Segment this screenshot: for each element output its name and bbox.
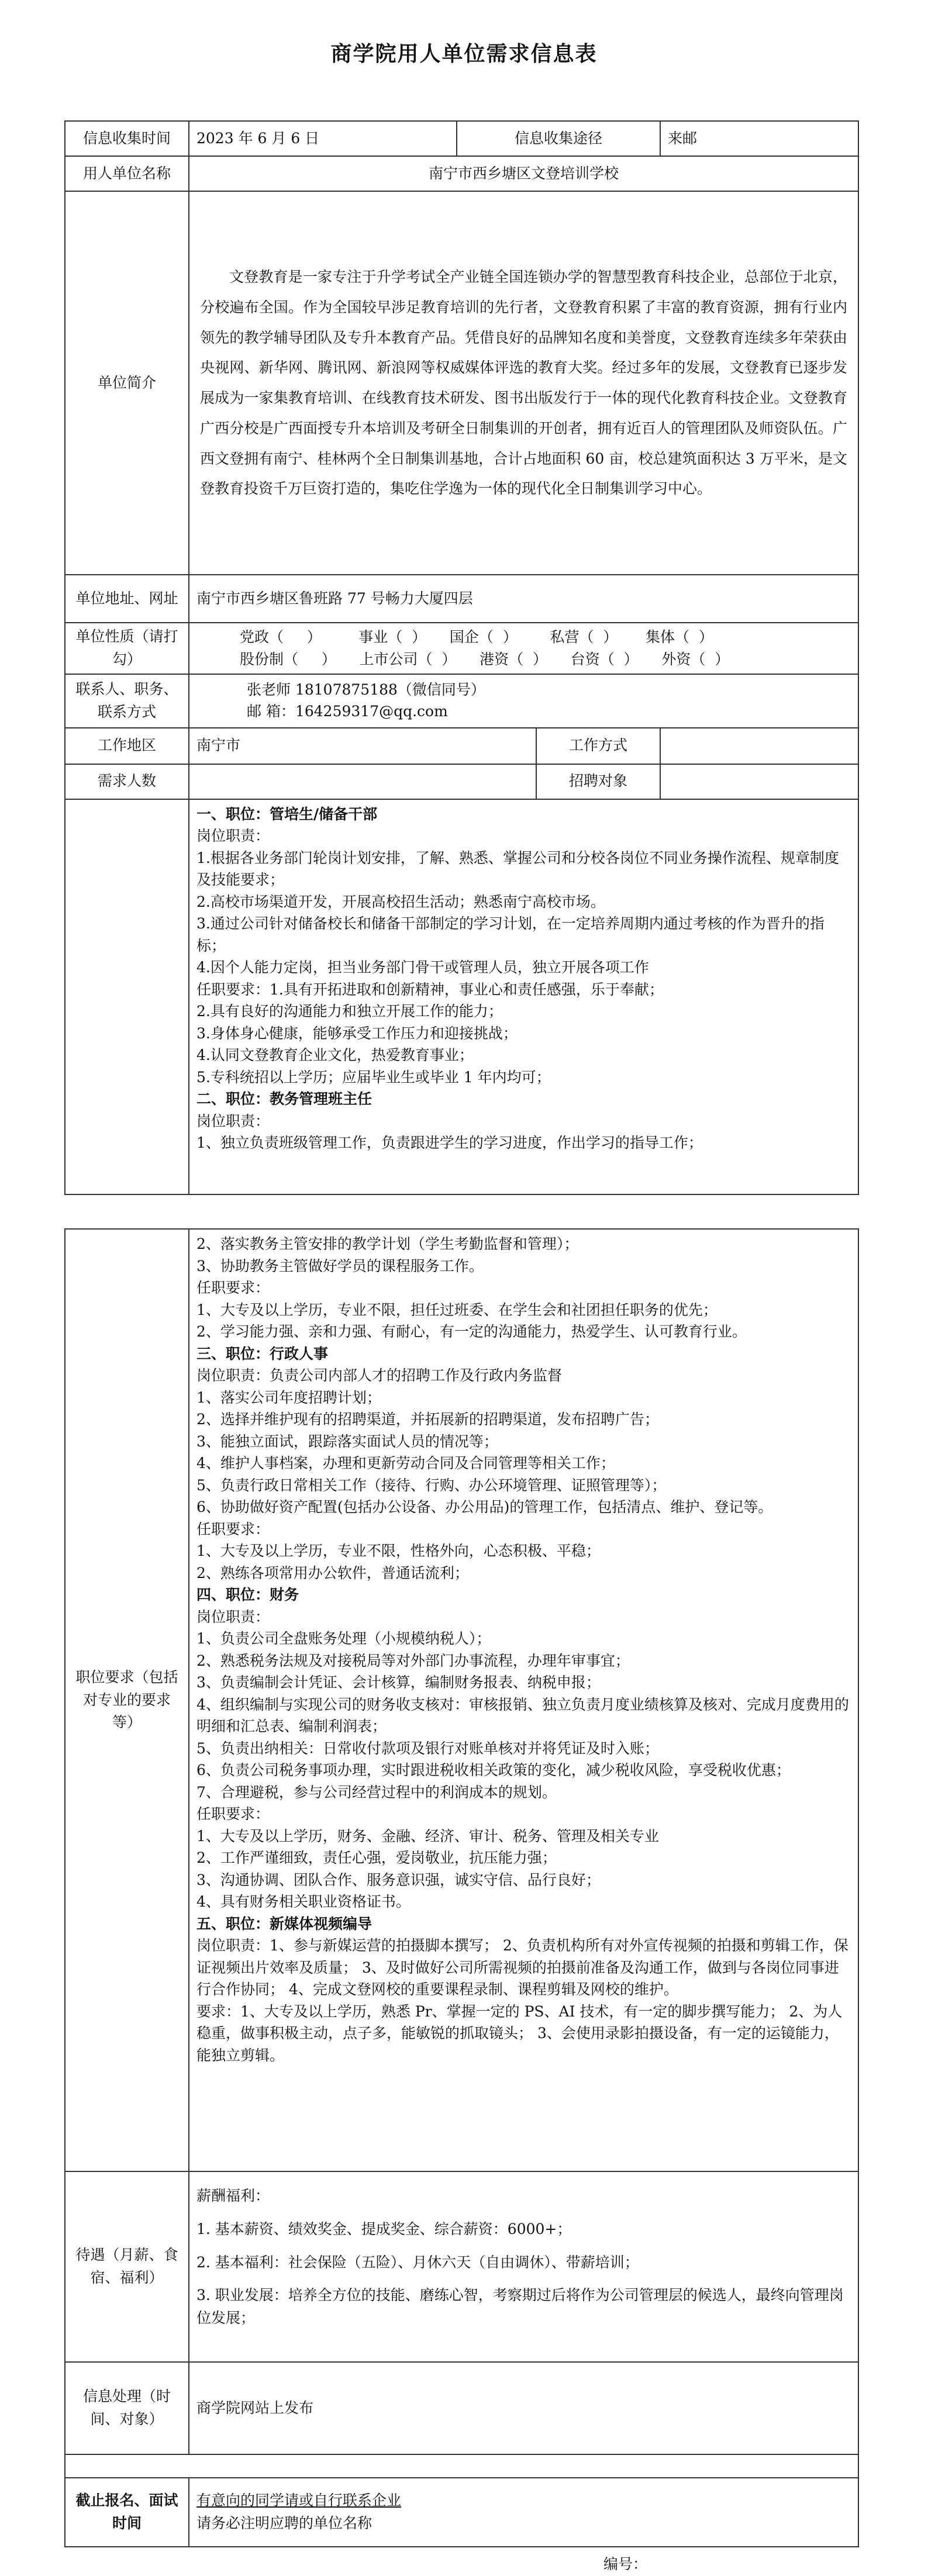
job-line: 2、熟悉税务法规及对接税局等对外部门办事流程，办理年审事宜； [196,1652,630,1669]
job-line: 2、选择并维护现有的招聘渠道，并拓展新的招聘渠道，发布招聘广告； [196,1411,659,1428]
nature-line-2: 股份制（ ） 上市公司（ ） 港资（ ） 台资（ ） 外资（ ） [240,650,730,668]
job-line: 3、协助教务主管做好学员的课程服务工作。 [196,1257,484,1275]
handling-label: 信息处理（时间、对象） [65,2362,189,2454]
target-value [660,764,858,799]
job-line: 任职要求：1.具有开拓进取和创新精神，事业心和责任感强，乐于奉献； [196,980,664,998]
handling-value: 商学院网站上发布 [189,2362,858,2454]
contact-email: 邮 箱：164259317@qq.com [247,702,448,720]
work-mode-label: 工作方式 [536,728,660,764]
nature-options [189,623,858,674]
job-line: 1、负责公司全盘账务处理（小规模纳税人）； [196,1630,491,1647]
serial-number-label: 编号： [603,2556,648,2572]
job-label-part1 [65,799,189,1194]
job-line: 岗位职责：负责公司内部人才的招聘工作及行政内务监督 [196,1367,563,1384]
unit-name-value: 南宁市西乡塘区文登培训学校 [189,156,858,191]
job-line: 任职要求： [196,1279,270,1296]
deadline-label: 截止报名、面试时间 [65,2478,189,2547]
channel-label: 信息收集途径 [457,121,660,156]
info-table-part1 [64,120,859,1195]
job-line: 5、负责行政日常相关工作（接待、行购、办公环境管理、证照管理等）； [196,1476,667,1494]
unit-name-label: 用人单位名称 [65,156,189,191]
welfare-line: 2. 基本福利：社会保险（五险）、月休六天（自由调休）、带薪培训； [196,2253,639,2271]
channel-value: 来邮 [660,121,858,156]
job-line: 2、熟练各项常用办公软件，普通话流利； [196,1564,469,1581]
job-line: 3、沟通协调、团队合作、服务意识强，诚实守信、品行良好； [196,1871,601,1888]
job-line: 5.专科统招以上学历；应届毕业生或毕业 1 年内均可； [196,1068,551,1086]
job-label: 职位要求（包括对专业的要求等） [65,1229,189,2171]
deadline-line-2: 请务必注明应聘的单位名称 [196,2515,372,2532]
job-line: 2、工作严谨细致，责任心强，爱岗敬业，抗压能力强； [196,1849,557,1866]
target-label: 招聘对象 [536,764,660,799]
job-line: 1、大专及以上学历，专业不限，性格外向，心态积极、平稳； [196,1542,601,1559]
welfare-content [189,2171,858,2362]
welfare-line: 薪酬福利： [196,2187,270,2204]
demand-label: 需求人数 [65,764,189,799]
collect-time-label: 信息收集时间 [65,121,189,156]
job-line: 任职要求： [196,1805,270,1822]
job-line: 任职要求： [196,1520,270,1538]
address-value: 南宁市西乡塘区鲁班路 77 号畅力大厦四层 [189,575,858,623]
job-line: 7、合理避税，参与公司经营过程中的利润成本的规划。 [196,1783,557,1801]
job-line: 岗位职责：1、参与新媒运营的拍摄脚本撰写； 2、负责机构所有对外宣传视频的拍摄和剪辑工作，保证视频出片效率及质量； 3、及时做好公司所需视频的拍摄前准备及沟通工作，做到与各岗位同事进行合作协同； 4、完成文登网校的重要课程录制、课程剪辑及网校的维护。 [196,1937,848,1998]
job-line: 2.高校市场渠道开发，开展高校招生活动；熟悉南宁高校市场。 [196,893,605,910]
job-line: 四、职位：财务 [196,1586,299,1603]
welfare-line: 1. 基本薪资、绩效奖金、提成奖金、综合薪资：6000+； [196,2220,572,2237]
job-line: 3.通过公司针对储备校长和储备干部制定的学习计划，在一定培养周期内通过考核的作为晋升的指标； [196,915,824,954]
job-line: 岗位职责： [196,1112,270,1130]
job-line: 1.根据各业务部门轮岗计划安排，了解、熟悉、掌握公司和分校各岗位不同业务操作流程、规章制度及技能要求； [196,849,839,888]
info-table-part2 [64,1228,859,2547]
work-mode-value [660,728,858,764]
job-line: 4、具有财务相关职业资格证书。 [196,1893,410,1910]
job-line: 4.认同文登教育企业文化，热爱教育事业； [196,1047,474,1063]
page-title: 商学院用人单位需求信息表 [330,42,598,66]
job-line: 要求：1、大专及以上学历，熟悉 Pr、掌握一定的 PS、AI 技术，有一定的脚步撰写能力； 2、为人稳重，做事积极主动，点子多，能敏锐的抓取镜头； 3、会使用录影拍摄设备，有一定的运镜能力，能独立剪辑。 [196,2002,843,2064]
job-line: 岗位职责： [196,1608,270,1625]
area-value: 南宁市 [189,728,536,764]
job-line: 二、职位：教务管理班主任 [196,1090,372,1107]
collect-time-value: 2023 年 6 月 6 日 [189,121,457,156]
job-requirements-part2 [189,1229,858,2171]
contact-value [189,674,858,728]
nature-label: 单位性质（请打勾） [65,623,189,674]
job-line: 一、职位：管培生/储备干部 [196,805,378,823]
job-line: 岗位职责： [196,827,270,844]
nature-line-1: 党政（ ） 事业（ ） 国企（ ） 私营（ ） 集体（ ） [240,629,713,646]
job-line: 1、大专及以上学历，财务、金融、经济、审计、税务、管理及相关专业 [196,1827,659,1845]
job-line: 五、职位：新媒体视频编导 [196,1915,372,1932]
job-line: 4、组织编制与实现公司的财务收支核对：审核报销、独立负责月度业绩核算及核对、完成月度费用的明细和汇总表、编制利润表； [196,1696,849,1735]
job-line: 2.具有良好的沟通能力和独立开展工作的能力； [196,1003,503,1020]
intro-label: 单位简介 [65,191,189,575]
intro-paragraph: 文登教育是一家专注于升学考试全产业链全国连锁办学的智慧型教育科技企业，总部位于北京，分校遍布全国。作为全国较早涉足教育培训的先行者，文登教育积累了丰富的教育资源，拥有行业内领先的教学辅导团队及专升本教育产品。凭借良好的品牌知名度和美誉度，文登教育连续多年荣获由央视网、新华网、腾讯网、新浪网等权威媒体评选的教育大奖。经过多年的发展，文登教育已逐步发展成为一家集教育培训、在线教育技术研发、图书出版发行于一体的现代化教育科技企业。文登教育广西分校是广西面授专升本培训及考研全日制集训的开创者，拥有近百人的管理团队及师资队伍。广西文登拥有南宁、桂林两个全日制集训基地，合计占地面积 60 亩，校总建筑面积达 3 万平米，是文登教育投资千万巨资打造的，集吃住学逸为一体的现代化全日制集训学习中心。 [200,268,848,498]
job-line: 1、大专及以上学历，专业不限，担任过班委、在学生会和社团担任职务的优先； [196,1301,717,1318]
address-label: 单位地址、网址 [65,575,189,623]
spacer-row [65,2454,858,2478]
job-line: 3.身体身心健康，能够承受工作压力和迎接挑战； [196,1024,518,1042]
job-line: 3、负责编制会计凭证、会计核算，编制财务报表、纳税申报； [196,1674,601,1691]
job-line: 2、落实教务主管安排的教学计划（学生考勤监督和管理）； [196,1235,579,1252]
welfare-label: 待遇（月薪、食宿、福利） [65,2171,189,2362]
job-line: 2、学习能力强、亲和力强、有耐心，有一定的沟通能力，热爱学生、认可教育行业。 [196,1323,747,1340]
job-line: 1、落实公司年度招聘计划； [196,1389,381,1406]
intro-content [189,191,858,575]
deadline-line-1: 有意向的同学请或自行联系企业 [196,2492,402,2509]
area-label: 工作地区 [65,728,189,764]
contact-phone: 张老师 18107875188（微信同号） [247,681,485,699]
job-line: 3、能独立面试，跟踪落实面试人员的情况等； [196,1432,498,1450]
job-line: 5、负责出纳相关：日常收付款项及银行对账单核对并将凭证及时入账； [196,1739,659,1757]
job-line: 6、协助做好资产配置(包括办公设备、办公用品)的管理工作，包括清点、维护、登记等。 [196,1498,773,1515]
job-requirements-part1 [189,799,858,1194]
job-line: 三、职位：行政人事 [196,1345,329,1362]
welfare-line: 3. 职业发展：培养全方位的技能、磨练心智，考察期过后将作为公司管理层的候选人，最终向管理岗位发展； [196,2287,844,2326]
job-line: 4、维护人事档案，办理和更新劳动合同及合同管理等相关工作； [196,1455,615,1472]
job-line: 4.因个人能力定岗，担当业务部门骨干或管理人员，独立开展各项工作 [196,959,649,976]
contact-label: 联系人、职务、联系方式 [65,674,189,728]
job-line: 6、负责公司税务事项办理，实时跟进税收相关政策的变化，减少税收风险，享受税收优惠； [196,1762,791,1779]
demand-value [189,764,536,799]
job-line: 1、独立负责班级管理工作，负责跟进学生的学习进度，作出学习的指导工作； [196,1134,703,1151]
deadline-value [189,2478,858,2547]
